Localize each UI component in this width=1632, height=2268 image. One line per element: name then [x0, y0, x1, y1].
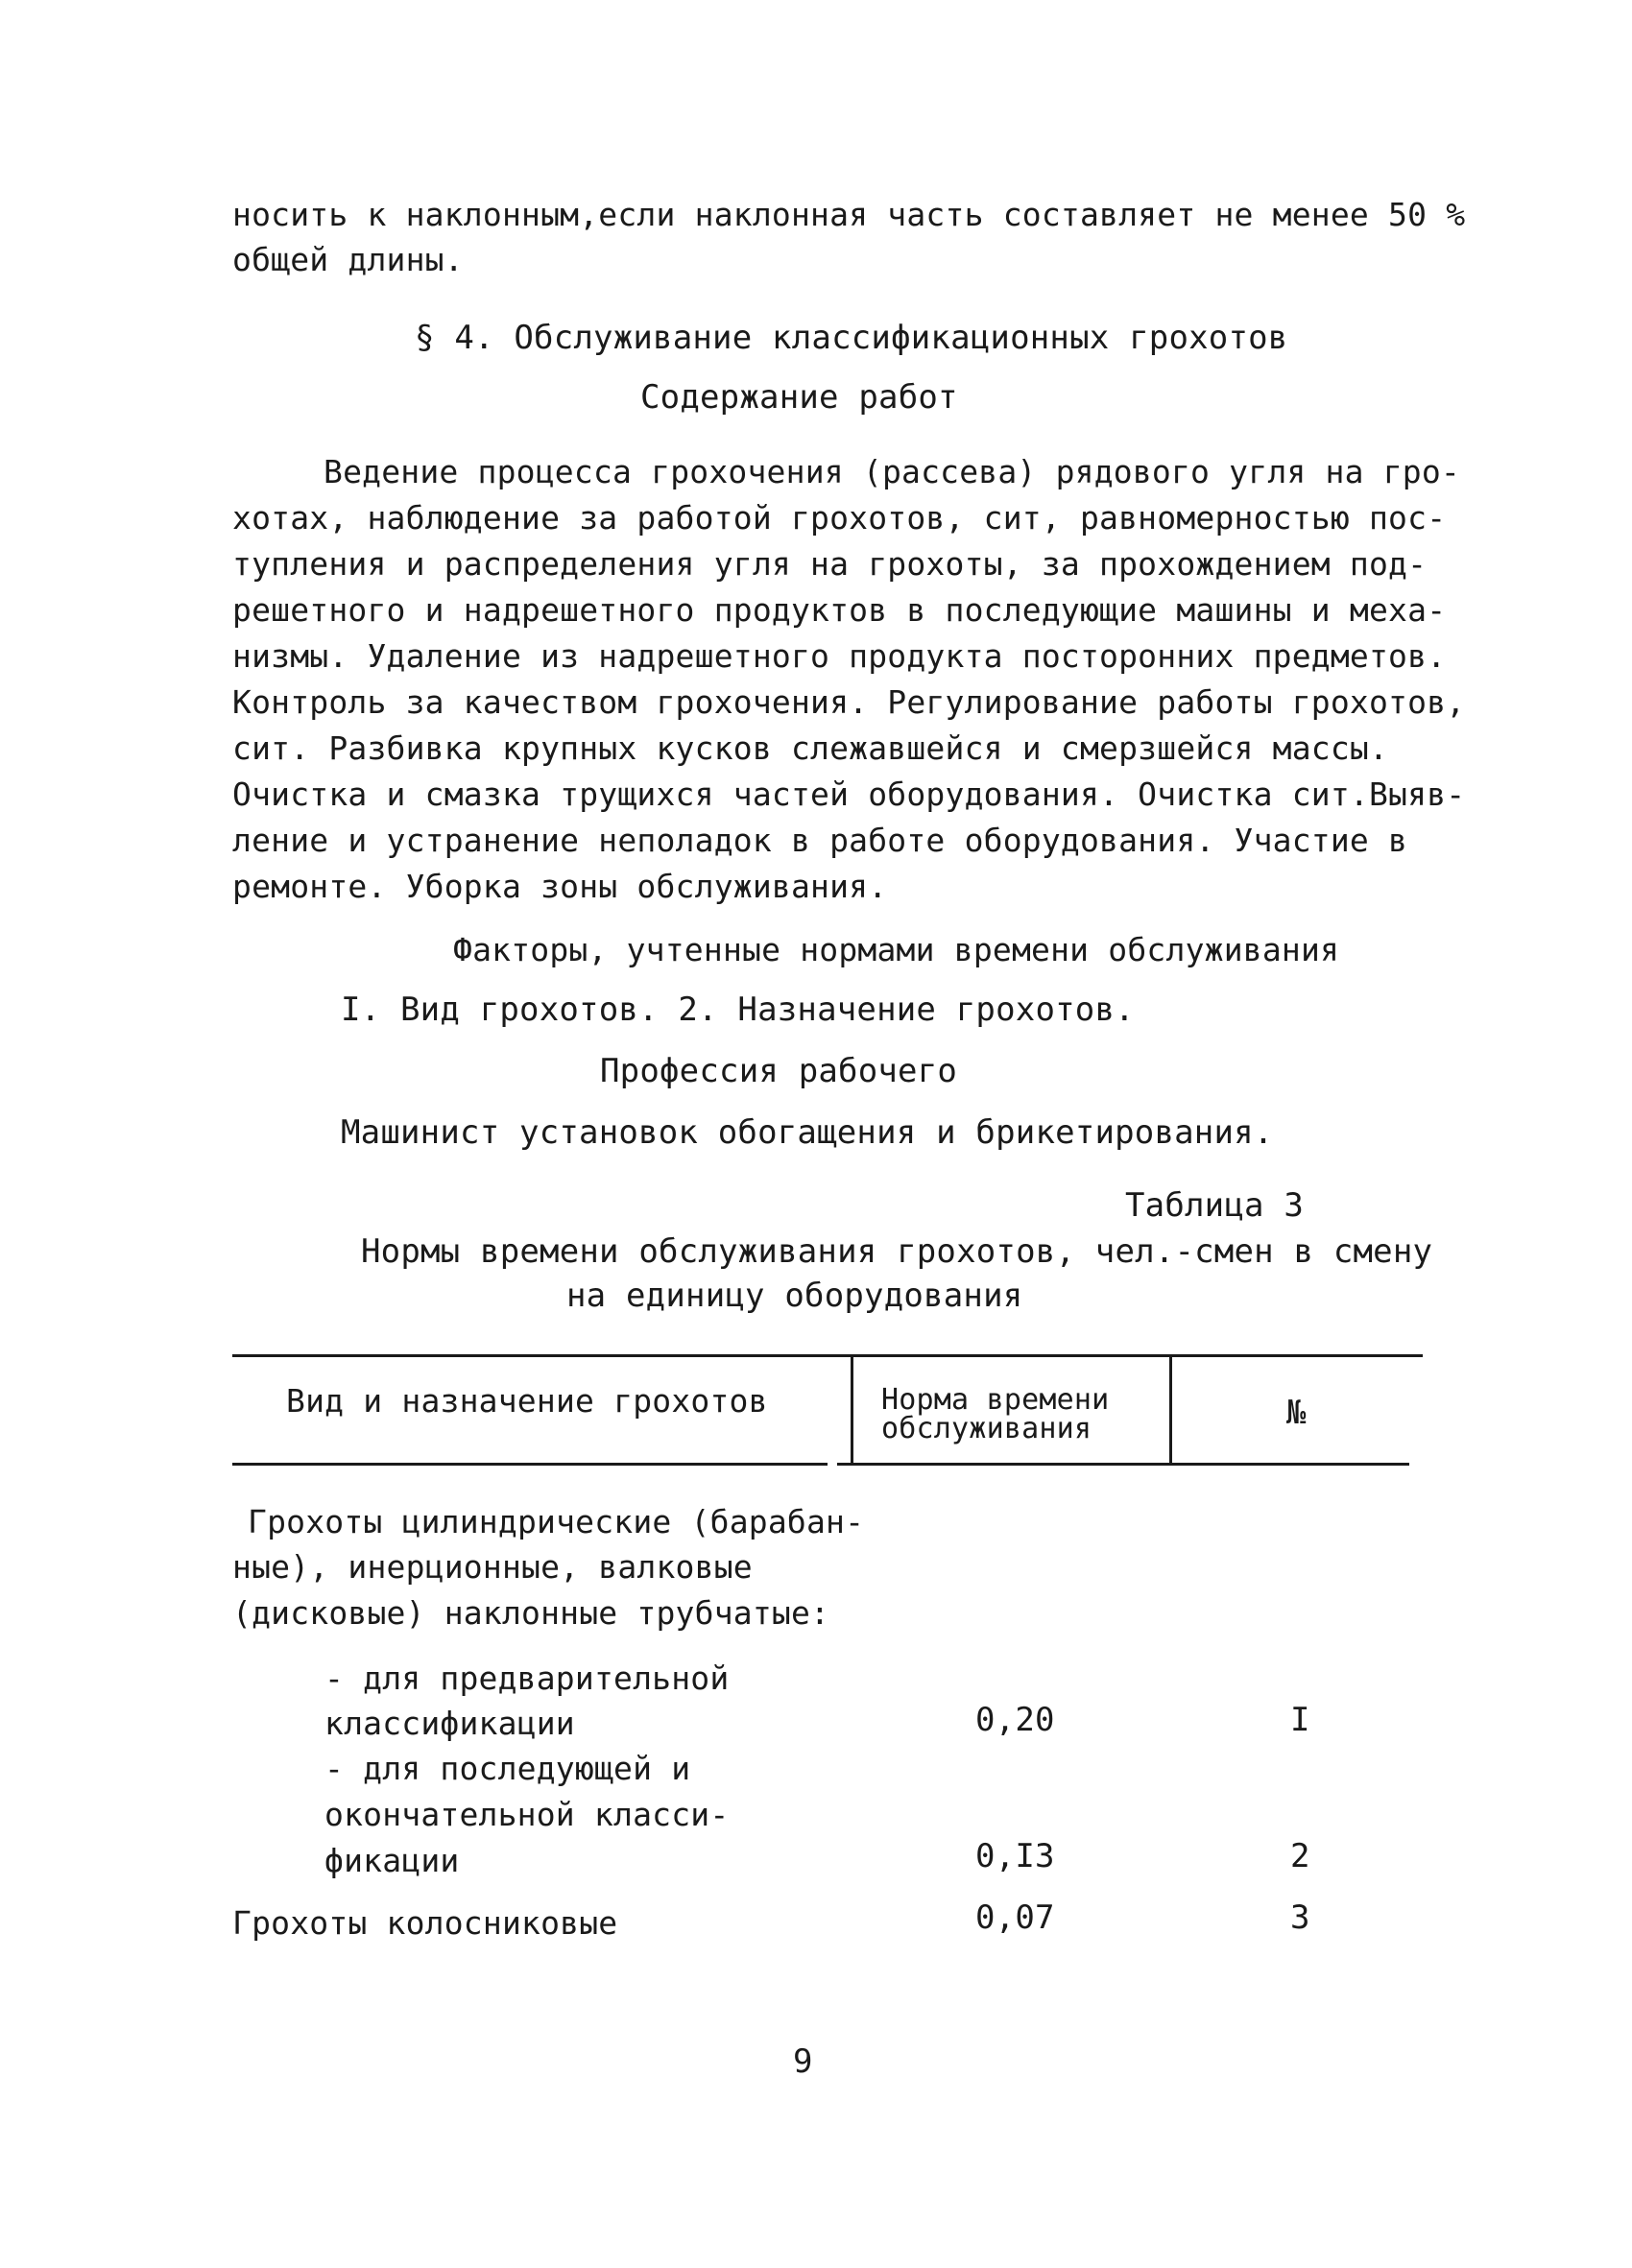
- table-divider-1: [851, 1354, 853, 1465]
- body-line: Контроль за качеством грохочения. Регулирование работы грохотов,: [232, 683, 1466, 721]
- body-line: ремонте. Уборка зоны обслуживания.: [232, 868, 888, 905]
- group-line: ные), инерционные, валковые: [232, 1548, 753, 1586]
- row-number: I: [1290, 1701, 1310, 1739]
- body-line: решетного и надрешетного продуктов в последующие машины и меха-: [232, 591, 1447, 629]
- table-caption-line-2: на единицу оборудования: [566, 1277, 1023, 1315]
- intro-line-1: носить к наклонным,если наклонная часть составляет не менее 50 %: [232, 196, 1466, 233]
- table-header-norm-line-1: Норма времени: [881, 1383, 1110, 1417]
- body-line: тупления и распределения угля на грохоты, за прохождением под-: [232, 545, 1428, 583]
- profession-text: Машинист установок обогащения и брикетирования.: [341, 1113, 1274, 1152]
- factors-text: I. Вид грохотов. 2. Назначение грохотов.: [341, 991, 1135, 1029]
- table-header-type: Вид и назначение грохотов: [286, 1382, 768, 1420]
- table-header-number: №: [1286, 1394, 1307, 1432]
- row-label-line: фикации: [324, 1842, 460, 1879]
- body-line: сит. Разбивка крупных кусков слежавшейся и смерзшейся массы.: [232, 729, 1389, 767]
- page-number: 9: [793, 2042, 813, 2081]
- table-caption-line-1: Нормы времени обслуживания грохотов, чел.-смен в смену: [361, 1232, 1433, 1271]
- table-header-rule-right: [837, 1463, 1409, 1466]
- row-number: 2: [1290, 1837, 1310, 1875]
- row-norm-value: 0,07: [975, 1898, 1055, 1937]
- table-header-rule-left: [232, 1463, 828, 1466]
- body-line: хотах, наблюдение за работой грохотов, сит, равномерностью пос-: [232, 499, 1447, 537]
- table-label: Таблица 3: [1125, 1186, 1305, 1225]
- row-number: 3: [1290, 1898, 1310, 1937]
- row-label-line: - для предварительной: [324, 1659, 730, 1697]
- row-norm-value: 0,I3: [975, 1837, 1055, 1875]
- section-subtitle: Содержание работ: [640, 378, 958, 417]
- body-line: Ведение процесса грохочения (рассева) рядового угля на гро-: [324, 453, 1460, 490]
- row-label-line: окончательной класси-: [324, 1796, 730, 1833]
- table-top-rule: [232, 1354, 1423, 1357]
- factors-heading: Факторы, учтенные нормами времени обслуживания: [453, 931, 1340, 968]
- row-norm-value: 0,20: [975, 1701, 1055, 1739]
- intro-line-2: общей длины.: [232, 241, 464, 278]
- group-line: (дисковые) наклонные трубчатые:: [232, 1594, 830, 1632]
- table-divider-2: [1169, 1354, 1172, 1465]
- group-line: Грохоты цилиндрические (барабан-: [248, 1503, 865, 1540]
- body-line: ление и устранение неполадок в работе оборудования. Участие в: [232, 822, 1408, 859]
- row-label-line: Грохоты колосниковые: [232, 1904, 618, 1942]
- row-label-line: - для последующей и: [324, 1750, 691, 1787]
- body-line: Очистка и смазка трущихся частей оборудования. Очистка сит.Выяв-: [232, 776, 1466, 813]
- body-line: низмы. Удаление из надрешетного продукта посторонних предметов.: [232, 637, 1447, 675]
- row-label-line: классификации: [324, 1705, 575, 1742]
- table-header-norm-line-2: обслуживания: [881, 1412, 1092, 1445]
- profession-heading: Профессия рабочего: [600, 1052, 958, 1090]
- section-title: § 4. Обслуживание классификационных грохотов: [415, 319, 1288, 357]
